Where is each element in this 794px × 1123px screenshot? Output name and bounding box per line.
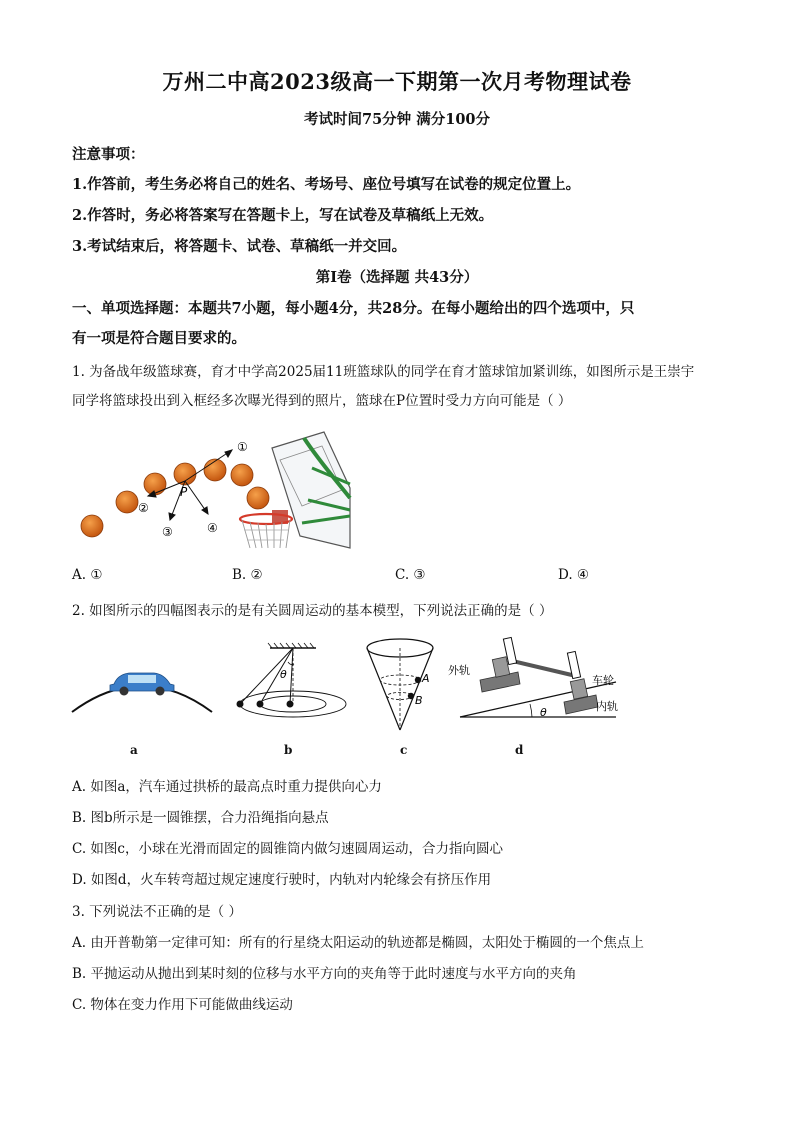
label-2: ②: [138, 501, 149, 515]
car-icon: [110, 673, 174, 696]
theta-d-label: θ: [540, 706, 547, 719]
q1-figure-basketball: [72, 428, 352, 553]
q2-option-a[interactable]: A. 如图a，汽车通过拱桥的最高点时重力提供向心力: [72, 779, 382, 795]
q2-caption-c: c: [400, 743, 408, 757]
q2-stem: 2. 如图所示的四幅图表示的是有关圆周运动的基本模型，下列说法正确的是（ ）: [72, 603, 553, 619]
ball-6: [231, 464, 253, 486]
q2-figure-a-car-bridge: [70, 660, 215, 720]
ball-3: [144, 473, 166, 495]
q1-option-b[interactable]: B. ②: [232, 567, 263, 583]
notice-item-2: 2.作答时，务必将答案写在答题卡上，写在试卷及草稿纸上无效。: [72, 207, 494, 224]
ball-7: [247, 487, 269, 509]
q1-stem-line1: 1. 为备战年级篮球赛，育才中学高2025届11班篮球队的同学在育才篮球馆加紧训练，如图所示是王崇宇: [72, 364, 695, 380]
basketball-exposures: [81, 459, 269, 537]
q3-option-a[interactable]: A. 由开普勒第一定律可知：所有的行星绕太阳运动的轨迹都是椭圆，太阳处于椭圆的一个焦点上: [72, 935, 644, 951]
theta-b-label: θ: [280, 668, 287, 681]
q2-caption-d: d: [515, 743, 524, 757]
q2-option-c[interactable]: C. 如图c，小球在光滑而固定的圆锥筒内做匀速圆周运动，合力指向圆心: [72, 841, 503, 857]
q3-stem: 3. 下列说法不正确的是（ ）: [72, 904, 242, 920]
label-p: P: [180, 485, 188, 499]
label-1: ①: [237, 440, 248, 454]
q2-caption-b: b: [284, 743, 293, 757]
notice-item-3: 3.考试结束后，将答题卡、试卷、草稿纸一并交回。: [72, 238, 407, 255]
q1-stem-line2: 同学将篮球投出到入框经多次曝光得到的照片，篮球在P位置时受力方向可能是（ ）: [72, 393, 572, 409]
notice-item-1: 1.作答前，考生务必将自己的姓名、考场号、座位号填写在试卷的规定位置上。: [72, 176, 581, 193]
ball-2: [116, 491, 138, 513]
q2-option-b[interactable]: B. 图b所示是一圆锥摆，合力沿绳指向悬点: [72, 810, 329, 826]
q3-option-c[interactable]: C. 物体在变力作用下可能做曲线运动: [72, 997, 293, 1013]
q2-caption-a: a: [130, 743, 138, 757]
q2-figure-d-train-track: [446, 632, 636, 722]
label-a-ball: A: [422, 672, 430, 685]
q1-option-c[interactable]: C. ③: [395, 567, 426, 583]
exam-subtitle: 考试时间75分钟 满分100分: [304, 111, 490, 128]
part1-heading: 第I卷（选择题 共43分）: [315, 269, 479, 286]
exam-title: 万州二中高2023级高一下期第一次月考物理试卷: [162, 69, 632, 94]
label-3: ③: [162, 525, 173, 539]
q1-option-d[interactable]: D. ④: [558, 567, 590, 583]
backboard: [272, 432, 350, 548]
section1-line2: 有一项是符合题目要求的。: [72, 330, 246, 347]
label-inner-rail: 内轨: [596, 700, 618, 713]
ball-5: [204, 459, 226, 481]
q3-option-b[interactable]: B. 平抛运动从抛出到某时刻的位移与水平方向的夹角等于此时速度与水平方向的夹角: [72, 966, 577, 982]
label-wheel: 车轮: [592, 674, 614, 687]
q2-figure-c-cone: [362, 634, 442, 734]
section1-line1: 一、单项选择题：本题共7小题，每小题4分，共28分。在每小题给出的四个选项中，只: [72, 300, 635, 317]
q2-figure-b-conical-pendulum: [228, 642, 358, 722]
label-outer-rail: 外轨: [448, 664, 470, 677]
label-4: ④: [207, 521, 218, 535]
ball-1: [81, 515, 103, 537]
q1-option-a[interactable]: A. ①: [72, 567, 103, 583]
q2-option-d[interactable]: D. 如图d，火车转弯超过规定速度行驶时，内轨对内轮缘会有挤压作用: [72, 872, 492, 888]
notice-heading: 注意事项：: [72, 146, 145, 163]
label-b-ball: B: [415, 694, 423, 707]
